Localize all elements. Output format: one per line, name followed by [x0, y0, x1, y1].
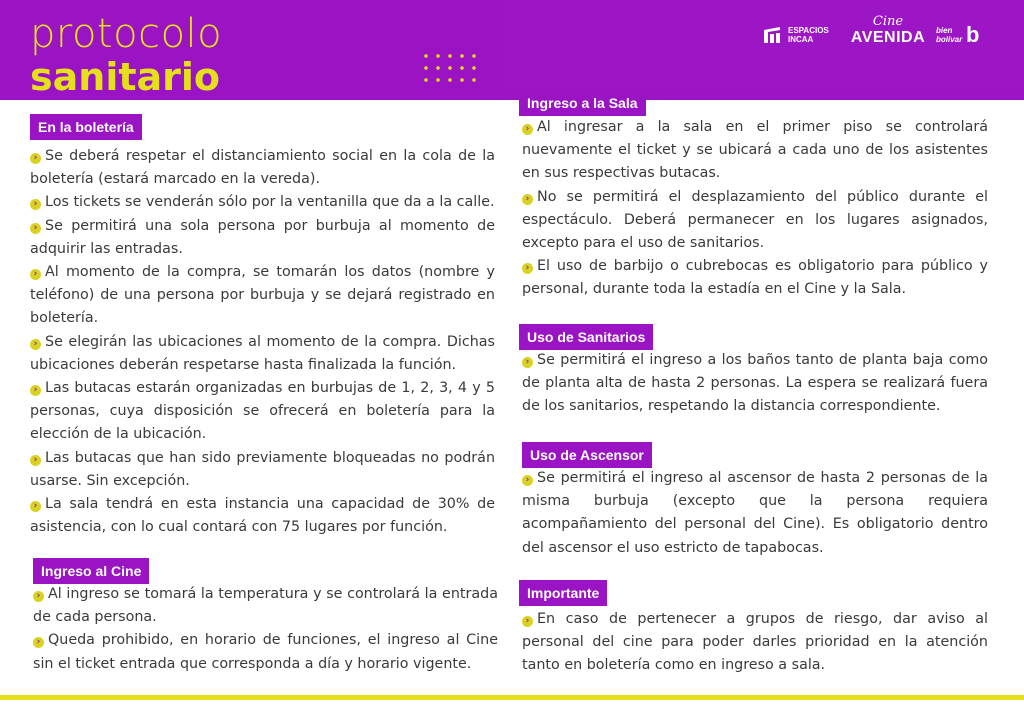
incaa-logo-line1: ESPACIOS — [788, 26, 829, 35]
chevron-right-icon: › — [30, 223, 41, 234]
chevron-right-icon: › — [30, 269, 41, 280]
chevron-right-icon: › — [30, 199, 41, 210]
section-title-boleteria: En la boletería — [30, 114, 142, 140]
section-body-ingreso-sala — [522, 116, 988, 302]
bullet-text: Al momento de la compra, se tomarán los datos (nombre y teléfono) de una persona por burbuja y se dejará registrado en boletería. — [30, 264, 495, 327]
bullet-text: En caso de pertenecer a grupos de riesgo, dar aviso al personal del cine para poder darles prioridad en la atención tanto en boletería como en ingreso a sala. — [522, 611, 988, 674]
chevron-right-icon: › — [30, 501, 41, 512]
bullet-item — [30, 493, 495, 539]
bullet-item — [30, 261, 495, 331]
bullet-text: Las butacas que han sido previamente bloqueadas no podrán usarse. Sin excepción. — [30, 449, 495, 489]
bullet-item — [30, 191, 495, 214]
bullet-item — [30, 145, 495, 191]
footer-stripe — [0, 695, 1024, 700]
bullet-item — [30, 331, 495, 377]
incaa-logo-line2: INCAA — [788, 35, 814, 44]
bullet-item — [30, 215, 495, 261]
bullet-item — [33, 583, 498, 629]
section-body-ingreso-cine — [33, 583, 498, 676]
avenida-logo-cine: Cine — [872, 14, 904, 29]
bolivar-logo-line2: bolivar — [936, 35, 963, 44]
chevron-right-icon: › — [522, 194, 533, 205]
section-body-boleteria — [30, 145, 495, 539]
section-title-ascensor: Uso de Ascensor — [522, 442, 652, 468]
bien-bolivar-logo — [936, 22, 980, 47]
bullet-text: Se elegirán las ubicaciones al momento de la compra. Dichas ubicaciones deberán respetarse hasta finalizada la función. — [30, 333, 495, 373]
bullet-text: Se permitirá el ingreso a los baños tanto de planta baja como de planta alta de hasta 2 personas. La espera se realizará fuera de los sanitarios, respetando la distancia correspondiente. — [522, 352, 988, 415]
bullet-item — [33, 629, 498, 675]
bolivar-logo-line1: bien — [936, 26, 953, 35]
section-title-ingreso-sala: Ingreso a la Sala — [519, 90, 646, 116]
chevron-right-icon: › — [30, 385, 41, 396]
avenida-logo-name: AVENIDA — [850, 29, 926, 46]
bullet-text: Los tickets se venderán sólo por la ventanilla que da a la calle. — [45, 194, 495, 211]
bullet-text: Se permitirá el ingreso al ascensor de hasta 2 personas de la misma burbuja (excepto que la persona requiera acompañamiento del personal del Cine). Es obligatorio dentro del ascensor el uso estricto de tapabocas. — [522, 470, 988, 556]
cine-avenida-logo — [850, 15, 926, 46]
chevron-right-icon: › — [522, 263, 533, 274]
bullet-text: Las butacas estarán organizadas en burbujas de 1, 2, 3, 4 y 5 personas, cuya disposición se ofrecerá en boletería para la elección de la ubicación. — [30, 380, 495, 443]
chevron-right-icon: › — [30, 455, 41, 466]
section-title-ingreso-cine: Ingreso al Cine — [33, 558, 149, 584]
chevron-right-icon: › — [522, 475, 533, 486]
dot-pattern-decoration — [420, 50, 480, 82]
bullet-text: Al ingresar a la sala en el primer piso se controlará nuevamente el ticket y se ubicará a cada uno de los asistentes en sus respectivas butacas. — [522, 119, 988, 182]
bullet-text: No se permitirá el desplazamiento del público durante el espectáculo. Deberá permanecer en los lugares asignados, excepto para el uso de sanitarios. — [522, 188, 988, 252]
bolivar-mark-icon: b — [966, 22, 980, 47]
bullet-item — [522, 467, 988, 560]
bullet-item — [522, 116, 988, 186]
bullet-item — [522, 349, 988, 419]
section-body-importante — [522, 608, 988, 678]
chevron-right-icon: › — [30, 153, 41, 164]
section-title-importante: Importante — [519, 580, 607, 606]
section-title-sanitarios: Uso de Sanitarios — [519, 324, 653, 350]
bullet-item — [30, 377, 495, 447]
bullet-text: Se deberá respetar el distanciamiento social en la cola de la boletería (estará marcado en la vereda). — [30, 148, 495, 188]
chevron-right-icon: › — [522, 616, 533, 627]
bullet-text: La sala tendrá en esta instancia una capacidad de 30% de asistencia, con lo cual contará con 75 lugares por función. — [30, 496, 495, 536]
chevron-right-icon: › — [33, 637, 44, 648]
bullet-item — [522, 255, 988, 301]
bullet-item — [522, 186, 988, 256]
bullet-text: Se permitirá una sola persona por burbuja al momento de adquirir las entradas. — [30, 217, 495, 257]
section-body-ascensor — [522, 467, 988, 560]
chevron-right-icon: › — [522, 357, 533, 368]
incaa-mark-icon — [762, 26, 782, 44]
bullet-text: El uso de barbijo o cubrebocas es obligatorio para público y personal, durante toda la estadía en el Cine y la Sala. — [522, 258, 988, 298]
bullet-item — [522, 608, 988, 678]
title-line-1: protocolo — [30, 11, 223, 57]
bullet-text: Al ingreso se tomará la temperatura y se controlará la entrada de cada persona. — [33, 586, 498, 626]
bullet-text: Queda prohibido, en horario de funciones, el ingreso al Cine sin el ticket entrada que corresponda a día y horario vigente. — [33, 632, 498, 672]
bullet-item — [30, 447, 495, 493]
chevron-right-icon: › — [30, 339, 41, 350]
title-line-2: sanitario — [30, 55, 221, 99]
section-body-sanitarios — [522, 349, 988, 419]
chevron-right-icon: › — [33, 591, 44, 602]
chevron-right-icon: › — [522, 124, 533, 135]
